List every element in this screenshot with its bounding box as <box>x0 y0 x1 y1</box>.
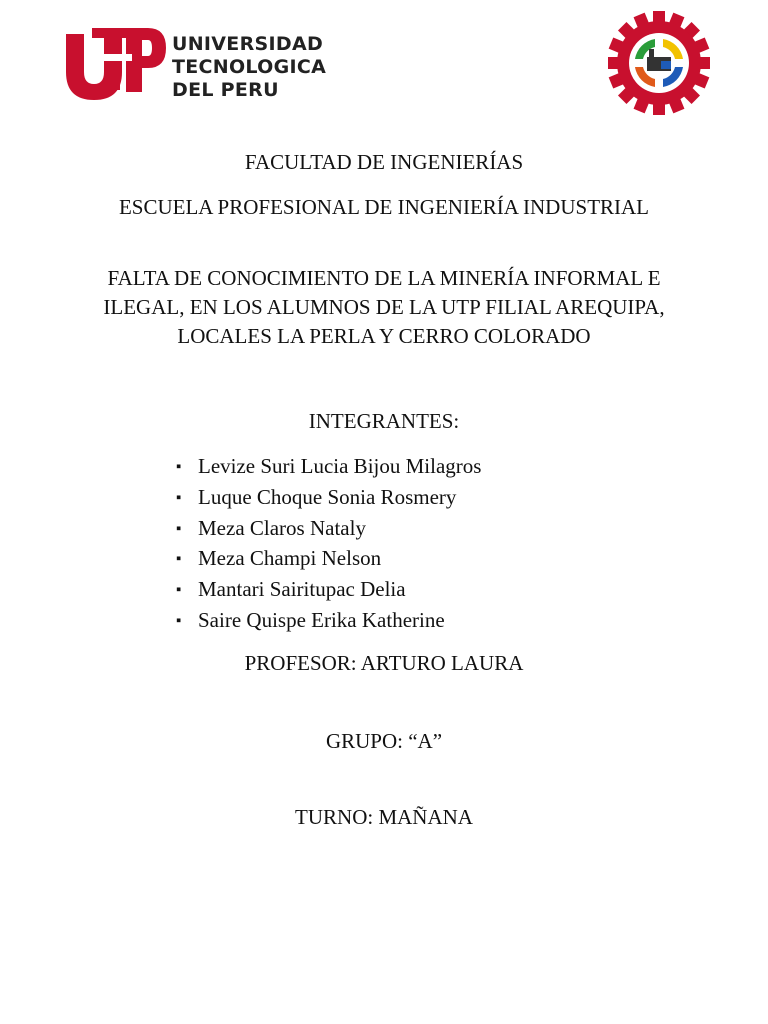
list-item <box>176 543 481 574</box>
bullet-icon: ▪ <box>176 582 182 599</box>
list-item <box>176 451 481 482</box>
university-name-line-2: TECNOLOGICA <box>172 56 327 78</box>
list-item <box>176 605 481 636</box>
shift-label: TURNO: MAÑANA <box>295 805 473 829</box>
utp-logo-icon <box>62 20 172 106</box>
university-name <box>172 33 326 102</box>
member-name: Mantari Sairitupac Delia <box>198 577 406 602</box>
faculty-name: FACULTAD DE INGENIERÍAS <box>244 150 524 174</box>
university-name-line-1: UNIVERSIDAD <box>172 33 324 55</box>
bullet-icon: ▪ <box>176 520 182 537</box>
member-name: Meza Champi Nelson <box>198 546 382 571</box>
bullet-icon: ▪ <box>176 459 182 475</box>
member-name: Saire Quispe Erika Katherine <box>198 607 445 632</box>
members-list <box>176 451 481 636</box>
industrial-engineering-seal <box>608 10 710 116</box>
member-name: Luque Choque Sonia Rosmery <box>198 484 457 509</box>
bullet-icon: ▪ <box>176 489 182 506</box>
list-item <box>176 482 481 513</box>
bullet-icon: ▪ <box>176 551 182 568</box>
university-name-line-3: DEL PERU <box>172 79 279 101</box>
industrial-engineering-seal-icon <box>608 10 710 116</box>
bullet-icon: ▪ <box>176 612 182 629</box>
professor-name: PROFESOR: ARTURO LAURA <box>244 651 524 675</box>
group-label: GRUPO: “A” <box>325 729 443 753</box>
members-heading: INTEGRANTES: <box>308 409 460 433</box>
list-item <box>176 574 481 605</box>
member-name: Meza Claros Nataly <box>198 515 366 540</box>
member-name: Levize Suri Lucia Bijou Milagros <box>198 454 482 478</box>
project-title: FALTA DE CONOCIMIENTO DE LA MINERÍA INFORMAL E ILEGAL, EN LOS ALUMNOS DE LA UTP FILIAL AREQUIPA, LOCALES LA PERLA Y CERRO COLORADO <box>103 266 665 348</box>
utp-logo <box>62 20 337 106</box>
school-name: ESCUELA PROFESIONAL DE INGENIERÍA INDUSTRIAL <box>118 195 650 219</box>
list-item <box>176 513 481 544</box>
